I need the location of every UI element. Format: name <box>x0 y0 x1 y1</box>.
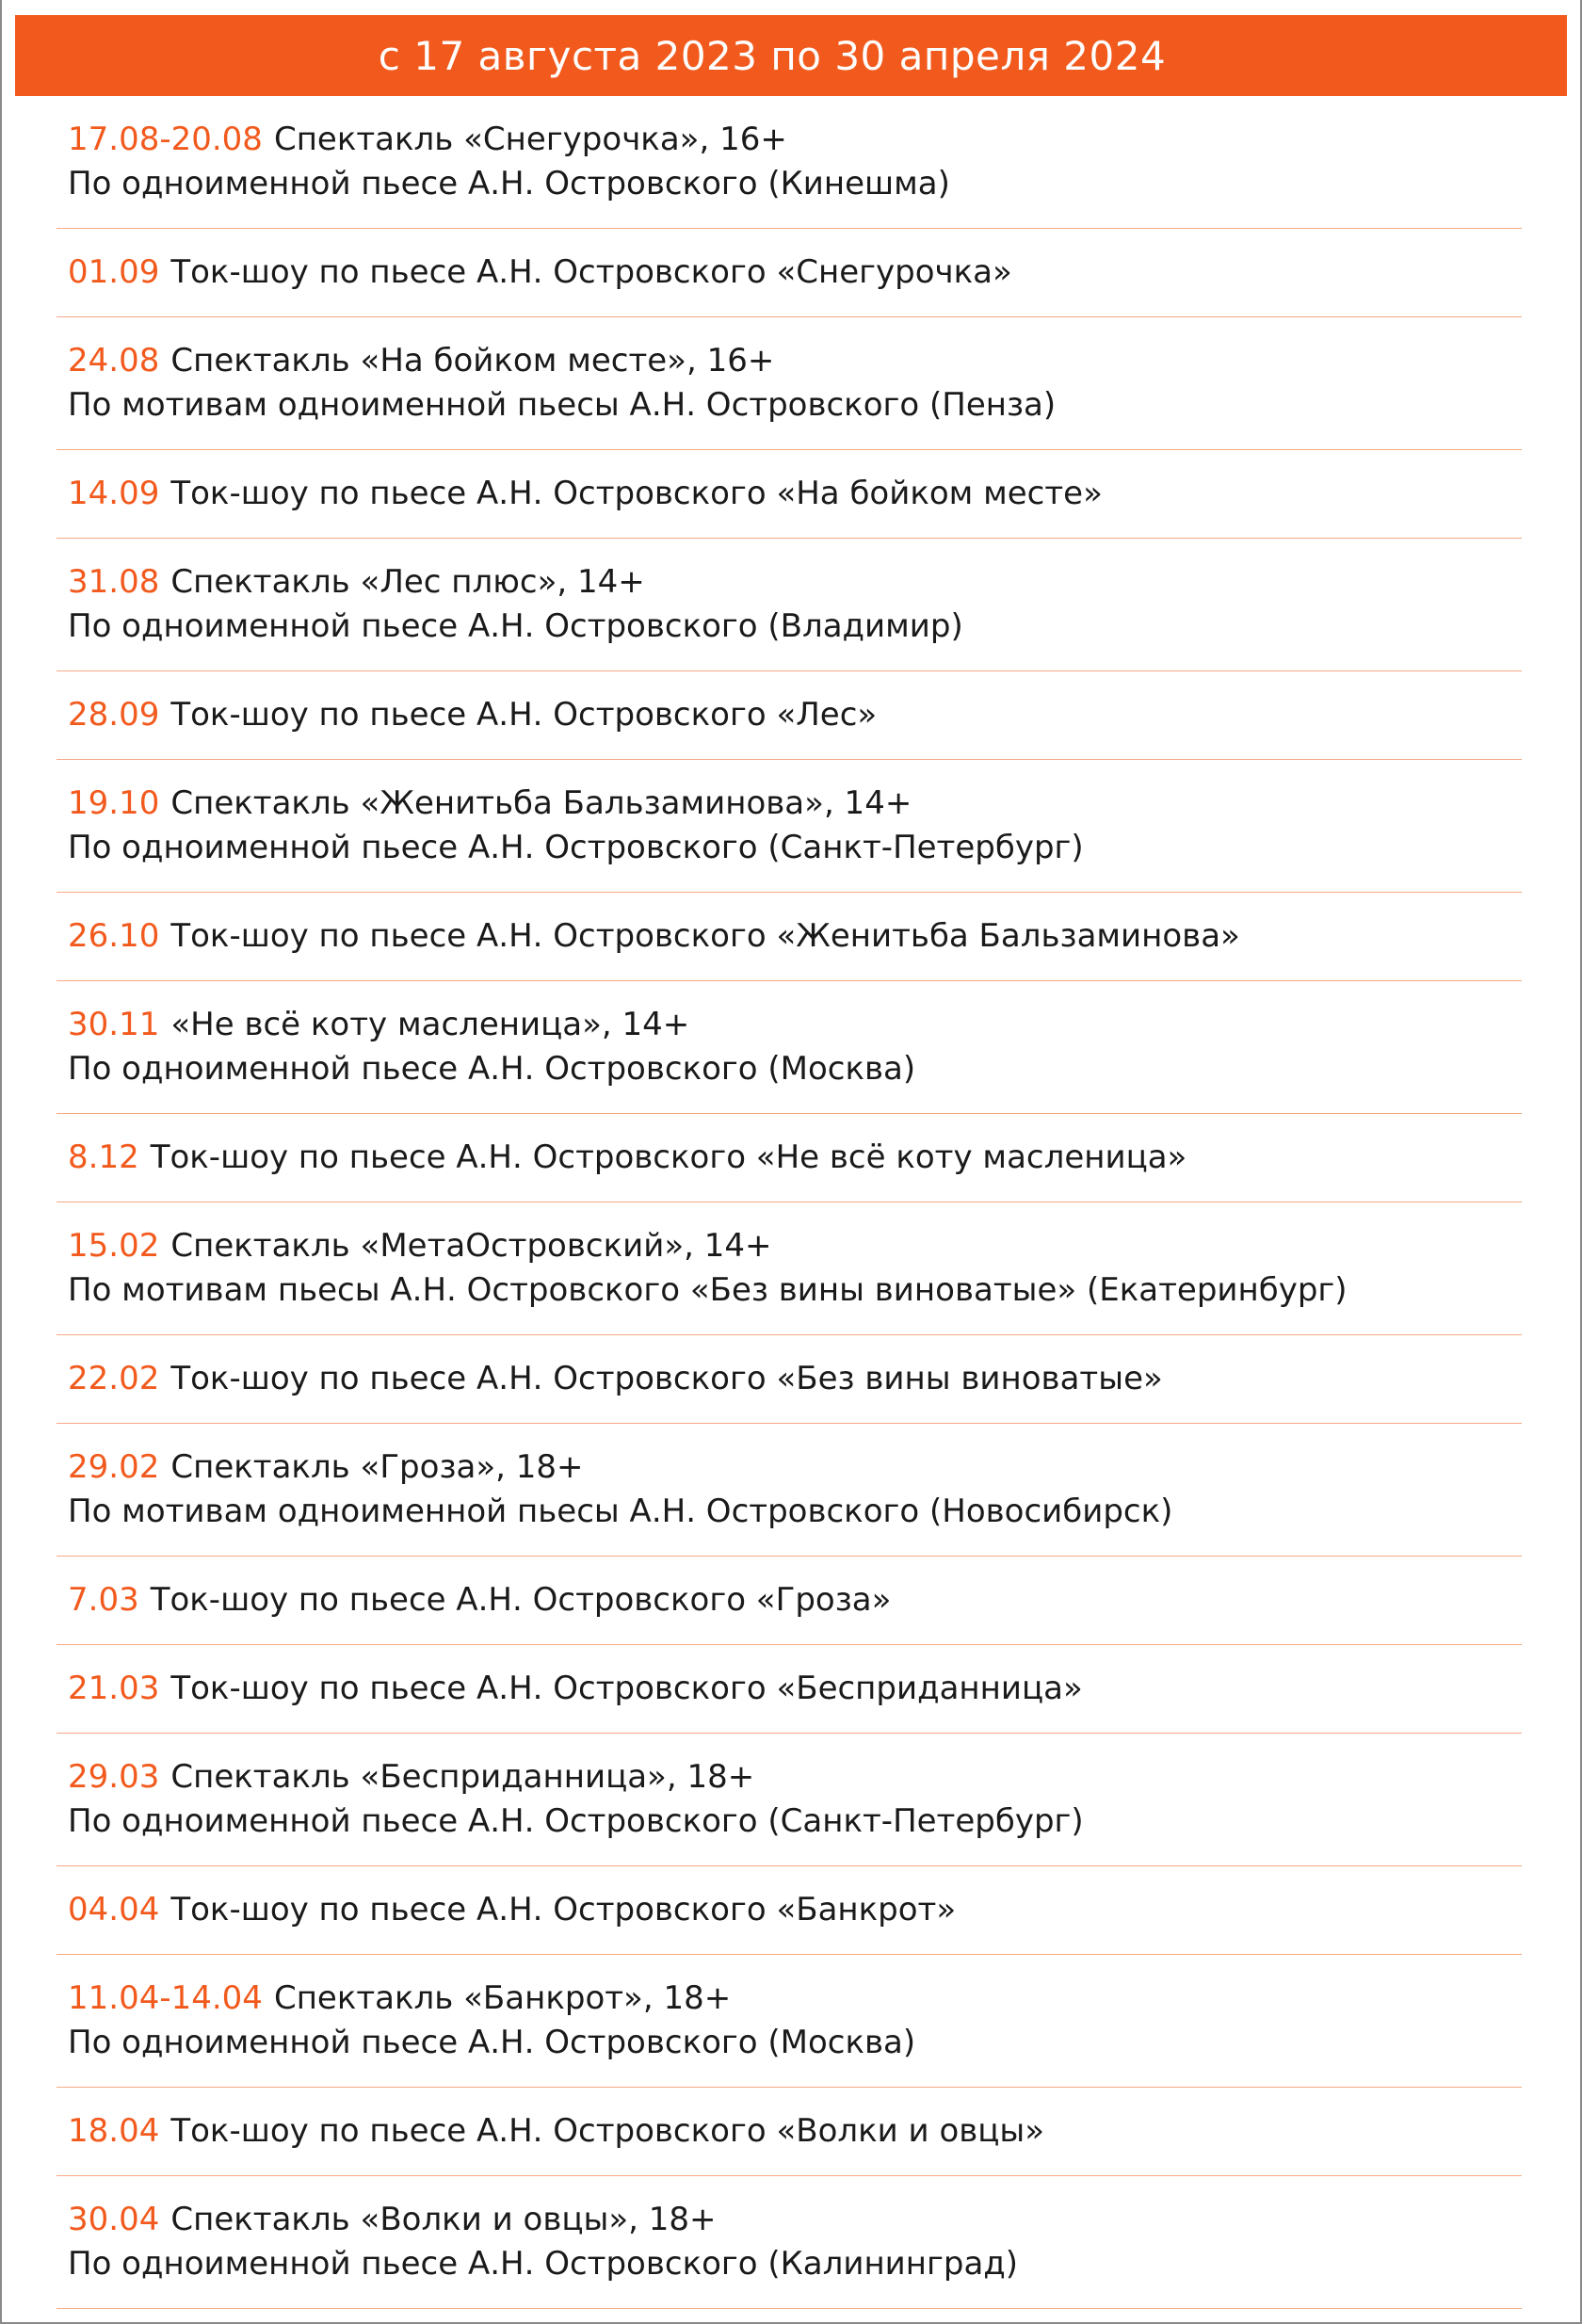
event-date: 19.10 <box>68 784 160 822</box>
event-title-line <box>68 1136 1522 1180</box>
event-date: 24.08 <box>68 342 160 379</box>
event-date: 17.08-20.08 <box>68 121 263 158</box>
event-date: 26.10 <box>68 917 160 955</box>
event-row <box>56 2088 1522 2176</box>
event-title-line <box>68 914 1522 959</box>
event-date: 22.02 <box>68 1360 160 1397</box>
event-row <box>56 229 1522 317</box>
event-title: Спектакль «Гроза», 18+ <box>170 1448 584 1486</box>
event-row <box>56 1202 1522 1335</box>
event-title-line <box>68 560 1522 605</box>
event-date: 15.02 <box>68 1227 160 1265</box>
event-title: Спектакль «Снегурочка», 16+ <box>273 121 787 158</box>
event-subtitle: По мотивам одноименной пьесы А.Н. Островского (Новосибирск) <box>68 1493 1173 1530</box>
event-date: 8.12 <box>68 1138 139 1176</box>
event-row <box>56 317 1522 450</box>
event-date: 31.08 <box>68 563 160 601</box>
event-date: 11.04-14.04 <box>68 1979 263 2017</box>
page-title: с 17 августа 2023 по 30 апреля 2024 <box>378 32 1167 79</box>
event-date: 21.03 <box>68 1670 160 1707</box>
event-row <box>56 1424 1522 1557</box>
event-title: Ток-шоу по пьесе А.Н. Островского «Гроза» <box>150 1581 892 1619</box>
event-title-line <box>68 472 1522 516</box>
event-title-line <box>68 2109 1522 2154</box>
event-title-line <box>68 1445 1522 1490</box>
event-title: Спектакль «МетаОстровский», 14+ <box>170 1227 772 1265</box>
event-title-line <box>68 1667 1522 1711</box>
event-title-line <box>68 339 1522 383</box>
event-row <box>56 1114 1522 1202</box>
event-row <box>56 1645 1522 1734</box>
event-title-line <box>68 782 1522 826</box>
event-row <box>56 760 1522 893</box>
event-title: Спектакль «На бойком месте», 16+ <box>170 342 775 379</box>
event-title-line <box>68 1578 1522 1622</box>
event-row <box>56 1866 1522 1955</box>
event-row <box>56 1734 1522 1866</box>
event-date: 7.03 <box>68 1581 139 1619</box>
event-subtitle: По одноименной пьесе А.Н. Островского (Кинешма) <box>68 165 950 202</box>
event-row <box>56 981 1522 1114</box>
event-subtitle: По одноименной пьесе А.Н. Островского (Санкт-Петербург) <box>68 829 1084 866</box>
event-title-line <box>68 693 1522 737</box>
event-subtitle: По мотивам одноименной пьесы А.Н. Островского (Пенза) <box>68 386 1057 424</box>
event-date: 29.02 <box>68 1448 160 1486</box>
event-subtitle: По одноименной пьесе А.Н. Островского (Москва) <box>68 2024 916 2061</box>
event-list <box>56 96 1522 2309</box>
event-title-line <box>68 118 1522 162</box>
event-title-line <box>68 1977 1522 2021</box>
event-subtitle: По одноименной пьесе А.Н. Островского (Москва) <box>68 1050 916 1088</box>
event-date: 28.09 <box>68 696 160 734</box>
event-subtitle: По одноименной пьесе А.Н. Островского (Калининград) <box>68 2245 1019 2283</box>
event-subtitle: По одноименной пьесе А.Н. Островского (Владимир) <box>68 607 963 645</box>
event-date: 01.09 <box>68 253 160 291</box>
event-title: Ток-шоу по пьесе А.Н. Островского «Волки и овцы» <box>170 2112 1045 2150</box>
event-title: Ток-шоу по пьесе А.Н. Островского «Снегурочка» <box>170 253 1012 291</box>
event-title: Ток-шоу по пьесе А.Н. Островского «Не всё коту масленица» <box>150 1138 1187 1176</box>
event-title-line <box>68 2198 1522 2242</box>
event-title: Ток-шоу по пьесе А.Н. Островского «На бойком месте» <box>170 475 1103 512</box>
event-title: Спектакль «Лес плюс», 14+ <box>170 563 645 601</box>
event-row <box>56 2176 1522 2309</box>
event-title-line <box>68 1224 1522 1268</box>
event-title-line <box>68 1357 1522 1401</box>
event-title: Спектакль «Бесприданница», 18+ <box>170 1758 755 1796</box>
event-date: 30.11 <box>68 1006 160 1043</box>
event-title-line <box>68 1888 1522 1932</box>
event-title-line <box>68 250 1522 295</box>
event-date: 04.04 <box>68 1891 160 1929</box>
event-date: 18.04 <box>68 2112 160 2150</box>
event-row <box>56 1335 1522 1424</box>
event-date: 29.03 <box>68 1758 160 1796</box>
event-title: Спектакль «Волки и овцы», 18+ <box>170 2201 717 2238</box>
event-title: Спектакль «Женитьба Бальзаминова», 14+ <box>170 784 912 822</box>
event-title-line <box>68 1755 1522 1799</box>
event-title: Ток-шоу по пьесе А.Н. Островского «Бесприданница» <box>170 1670 1083 1707</box>
event-title: Ток-шоу по пьесе А.Н. Островского «Банкрот» <box>170 1891 957 1929</box>
event-row <box>56 671 1522 760</box>
event-row <box>56 539 1522 671</box>
event-title-line <box>68 1003 1522 1047</box>
event-date: 14.09 <box>68 475 160 512</box>
event-subtitle: По мотивам пьесы А.Н. Островского «Без вины виноватые» (Екатеринбург) <box>68 1271 1348 1309</box>
event-title: Ток-шоу по пьесе А.Н. Островского «Лес» <box>170 696 878 734</box>
event-title: Ток-шоу по пьесе А.Н. Островского «Без вины виноватые» <box>170 1360 1163 1397</box>
event-row <box>56 96 1522 229</box>
header-banner <box>15 15 1567 96</box>
event-row <box>56 1955 1522 2088</box>
event-row <box>56 1557 1522 1645</box>
event-subtitle: По одноименной пьесе А.Н. Островского (Санкт-Петербург) <box>68 1802 1084 1840</box>
event-date: 30.04 <box>68 2201 160 2238</box>
event-row <box>56 893 1522 981</box>
event-title: Ток-шоу по пьесе А.Н. Островского «Женитьба Бальзаминова» <box>170 917 1240 955</box>
event-row <box>56 450 1522 539</box>
event-title: Спектакль «Банкрот», 18+ <box>273 1979 732 2017</box>
event-title: «Не всё коту масленица», 14+ <box>170 1006 690 1043</box>
